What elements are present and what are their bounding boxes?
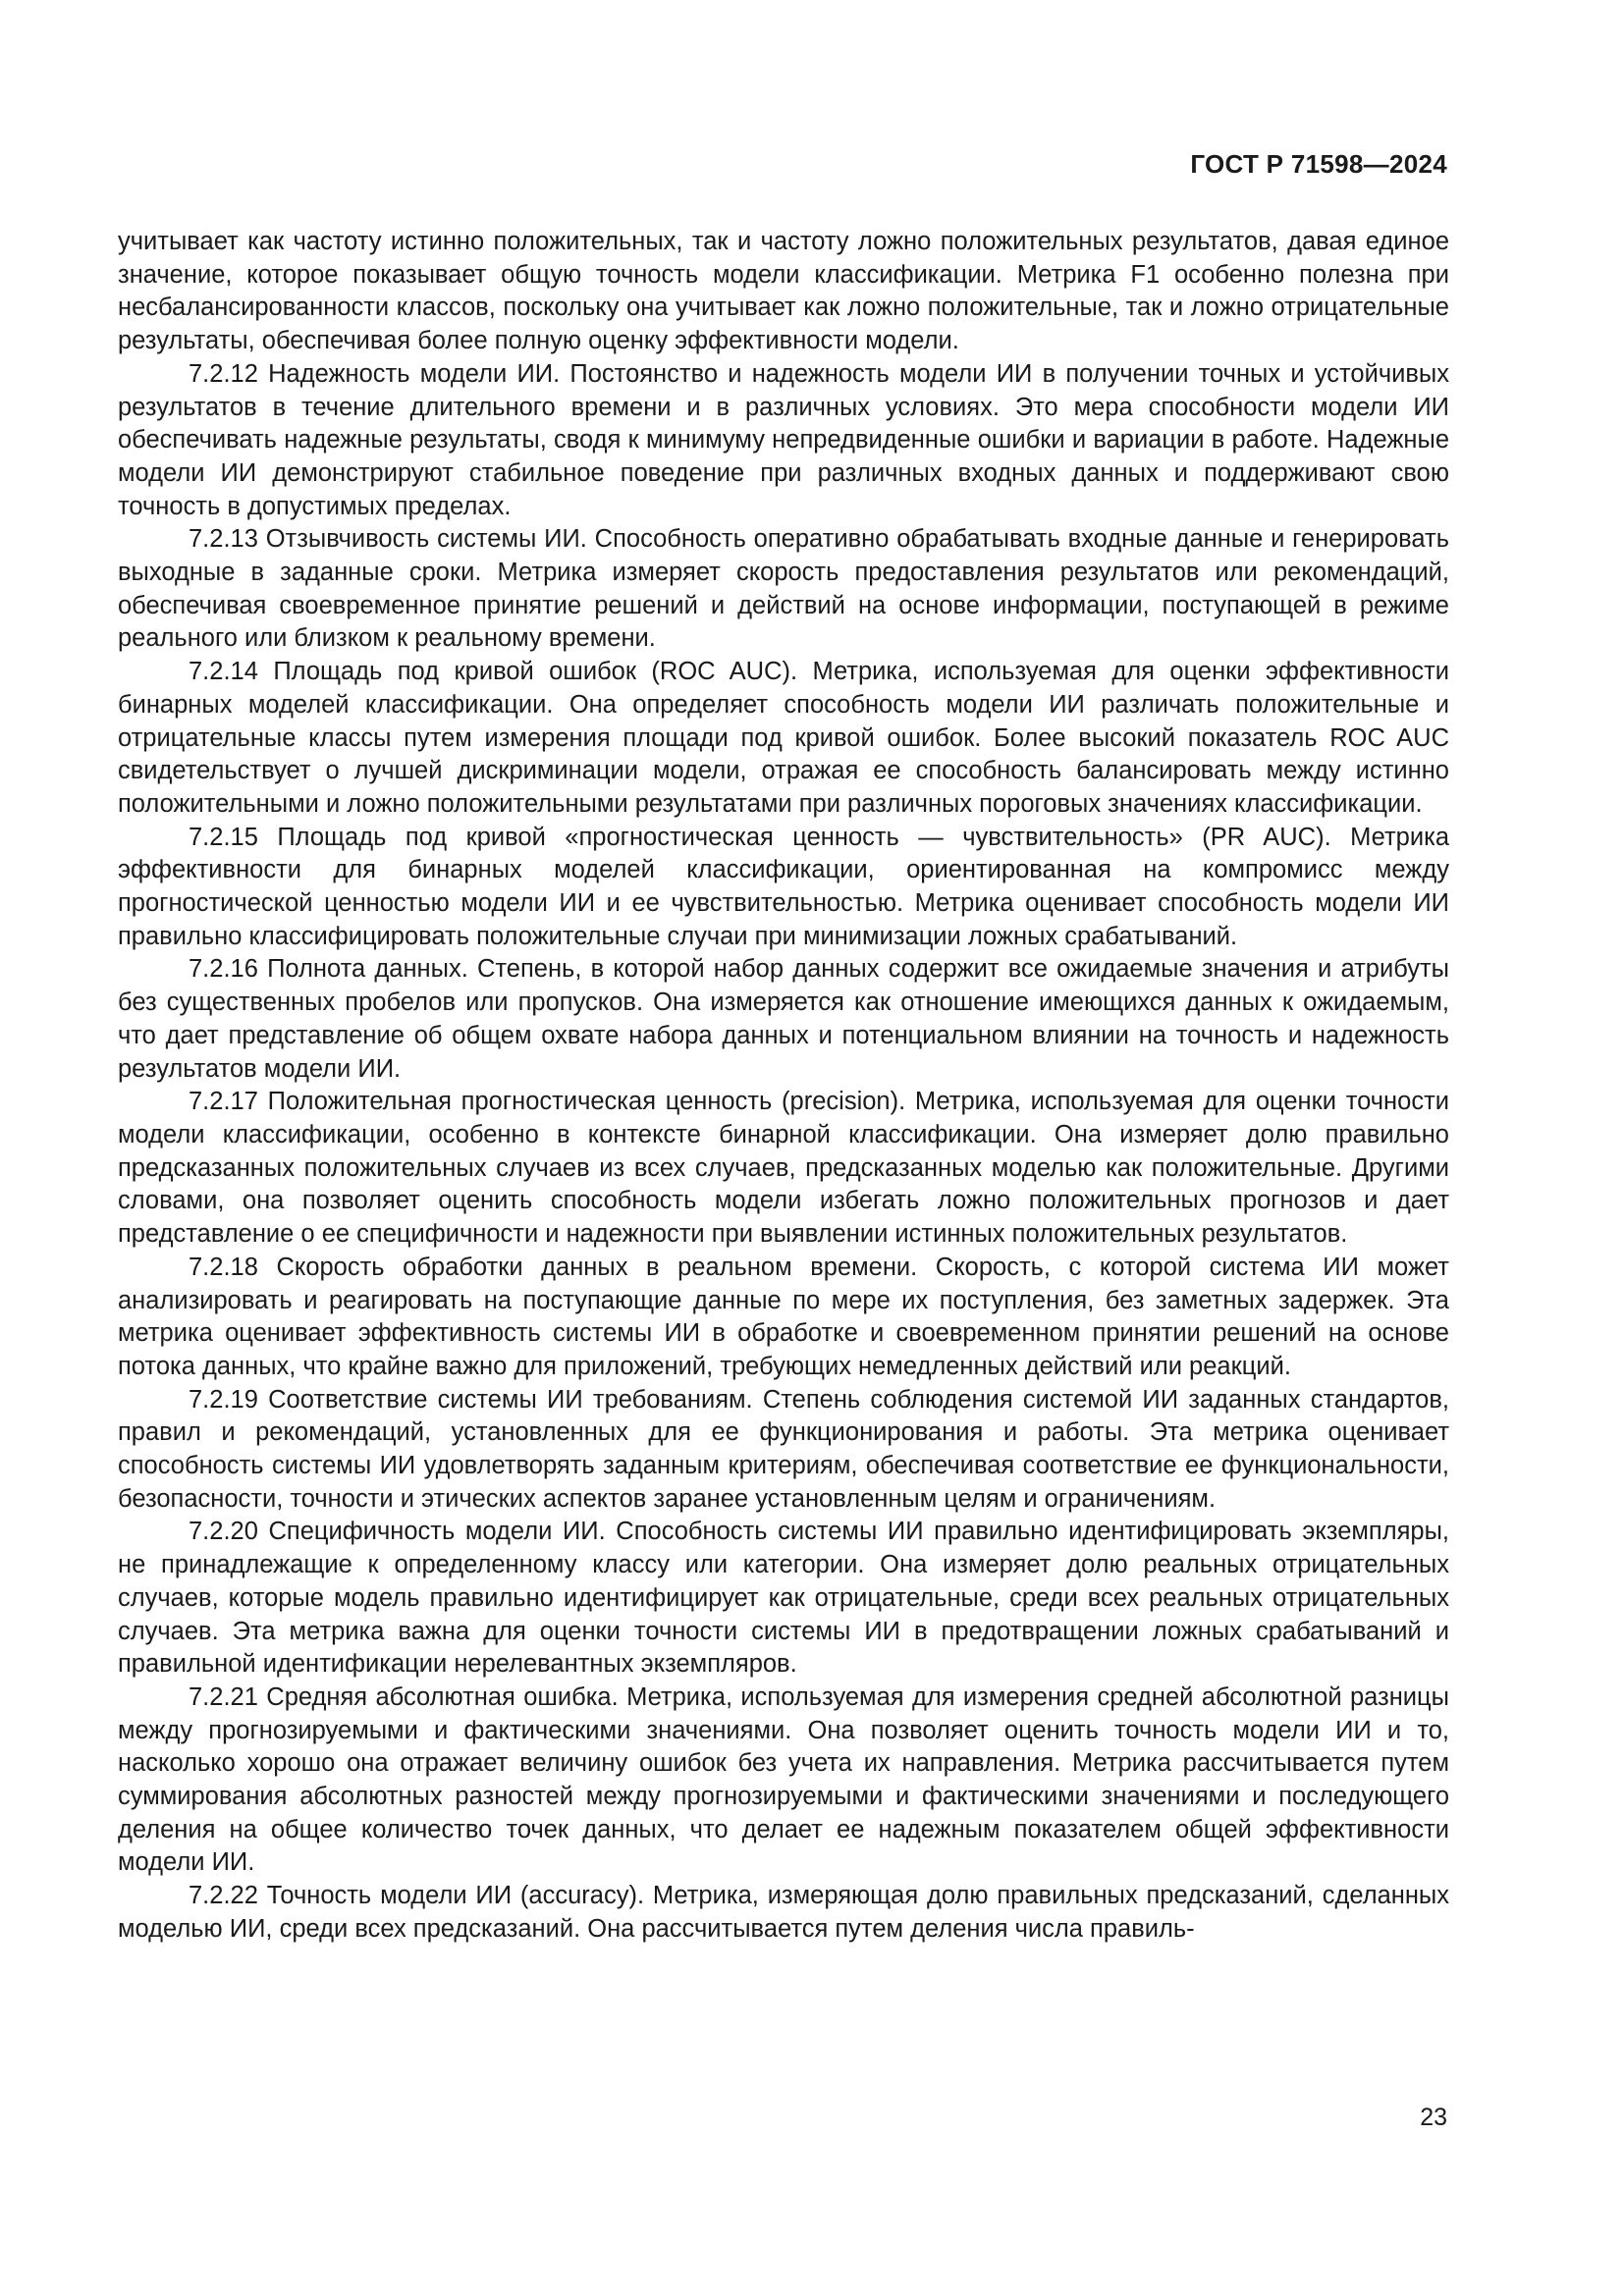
paragraph-7-2-12: 7.2.12 Надежность модели ИИ. Постоянство и надежность модели ИИ в получении точных и устойчивых результатов в течение длительного времени и в различных условиях. Это мера способности модели ИИ обеспечивать надежные результаты, сводя к минимуму непредвиденные ошибки и вариации в работе. Надежные модели ИИ демонстрируют стабильное поведение при различных входных данных и поддерживают свою точность в допустимых пределах. — [118, 359, 1449, 520]
paragraph-7-2-21: 7.2.21 Средняя абсолютная ошибка. Метрика, используемая для измерения средней абсолютной разницы между прогнозируемыми и фактическими значениями. Она позволяет оценить точность модели ИИ и то, насколько хорошо она отражает величину ошибок без учета их направления. Метрика рассчитывается путем суммирования абсолютных разностей между прогнозируемыми и фактическими значениями и последующего деления на общее количество точек данных, что делает ее надежным показателем общей эффективности модели ИИ. — [118, 1682, 1449, 1877]
document-header: ГОСТ Р 71598—2024 — [1190, 149, 1447, 179]
paragraph-7-2-19: 7.2.19 Соответствие системы ИИ требованиям. Степень соблюдения системой ИИ заданных стандартов, правил и рекомендаций, установленных для ее функционирования и работы. Эта метрика оценивает способность системы ИИ удовлетворять заданным критериям, обеспечивая соответствие ее функциональности, безопасности, точности и этических аспектов заранее установленным целям и ограничениям. — [118, 1385, 1449, 1513]
paragraph-7-2-13: 7.2.13 Отзывчивость системы ИИ. Способность оперативно обрабатывать входные данные и генерировать выходные в заданные сроки. Метрика измеряет скорость предоставления результатов или рекомендаций, обеспечивая своевременное принятие решений и действий на основе информации, поступающей в режиме реального или близком к реальному времени. — [118, 525, 1449, 653]
paragraph-7-2-16: 7.2.16 Полнота данных. Степень, в которой набор данных содержит все ожидаемые значения и атрибуты без существенных пробелов или пропусков. Она измеряется как отношение имеющихся данных к ожидаемым, что дает представление об общем охвате набора данных и потенциальном влиянии на точность и надежность результатов модели ИИ. — [118, 955, 1449, 1083]
paragraph-7-2-14: 7.2.14 Площадь под кривой ошибок (ROC AUC). Метрика, используемая для оценки эффективности бинарных моделей классификации. Она определяет способность модели ИИ различать положительные и отрицательные классы путем измерения площади под кривой ошибок. Более высокий показатель ROC AUC свидетельствует о лучшей дискриминации модели, отражая ее способность балансировать между истинно положительными и ложно положительными результатами при различных пороговых значениях классификации. — [118, 658, 1449, 818]
page-body — [118, 226, 1449, 1947]
paragraph-7-2-18: 7.2.18 Скорость обработки данных в реальном времени. Скорость, с которой система ИИ может анализировать и реагировать на поступающие данные по мере их поступления, без заметных задержек. Эта метрика оценивает эффективность системы ИИ в обработке и своевременном принятии решений на основе потока данных, что крайне важно для приложений, требующих немедленных действий или реакций. — [118, 1253, 1449, 1380]
page-number: 23 — [1420, 2104, 1447, 2131]
paragraph-7-2-17: 7.2.17 Положительная прогностическая ценность (precision). Метрика, используемая для оценки точности модели классификации, особенно в контексте бинарной классификации. Она измеряет долю правильно предсказанных положительных случаев из всех случаев, предсказанных моделью как положительные. Другими словами, она позволяет оценить способность модели избегать ложно положительных прогнозов и дает представление о ее специфичности и надежности при выявлении истинных положительных результатов. — [118, 1088, 1449, 1249]
paragraph-7-2-20: 7.2.20 Специфичность модели ИИ. Способность системы ИИ правильно идентифицировать экземпляры, не принадлежащие к определенному классу или категории. Она измеряет долю реальных отрицательных случаев, которые модель правильно идентифицирует как отрицательные, среди всех реальных отрицательных случаев. Эта метрика важна для оценки точности системы ИИ в предотвращении ложных срабатываний и правильной идентификации нерелевантных экземпляров. — [118, 1518, 1449, 1679]
paragraph-continuation: учитывает как частоту истинно положительных, так и частоту ложно положительных результатов, давая единое значение, которое показывает общую точность модели классификации. Метрика F1 особенно полезна при несбалансированности классов, поскольку она учитывает как ложно положительные, так и ложно отрицательные результаты, обеспечивая более полную оценку эффективности модели. — [118, 228, 1449, 355]
paragraph-7-2-22: 7.2.22 Точность модели ИИ (accuracy). Метрика, измеряющая долю правильных предсказаний, сделанных моделью ИИ, среди всех предсказаний. Она рассчитывается путем деления числа правиль- — [118, 1882, 1449, 1943]
paragraph-7-2-15: 7.2.15 Площадь под кривой «прогностическая ценность — чувствительность» (PR AUC). Метрика эффективности для бинарных моделей классификации, ориентированная на компромисс между прогностической ценностью модели ИИ и ее чувствительностью. Метрика оценивает способность модели ИИ правильно классифицировать положительные случаи при минимизации ложных срабатываний. — [118, 823, 1449, 950]
